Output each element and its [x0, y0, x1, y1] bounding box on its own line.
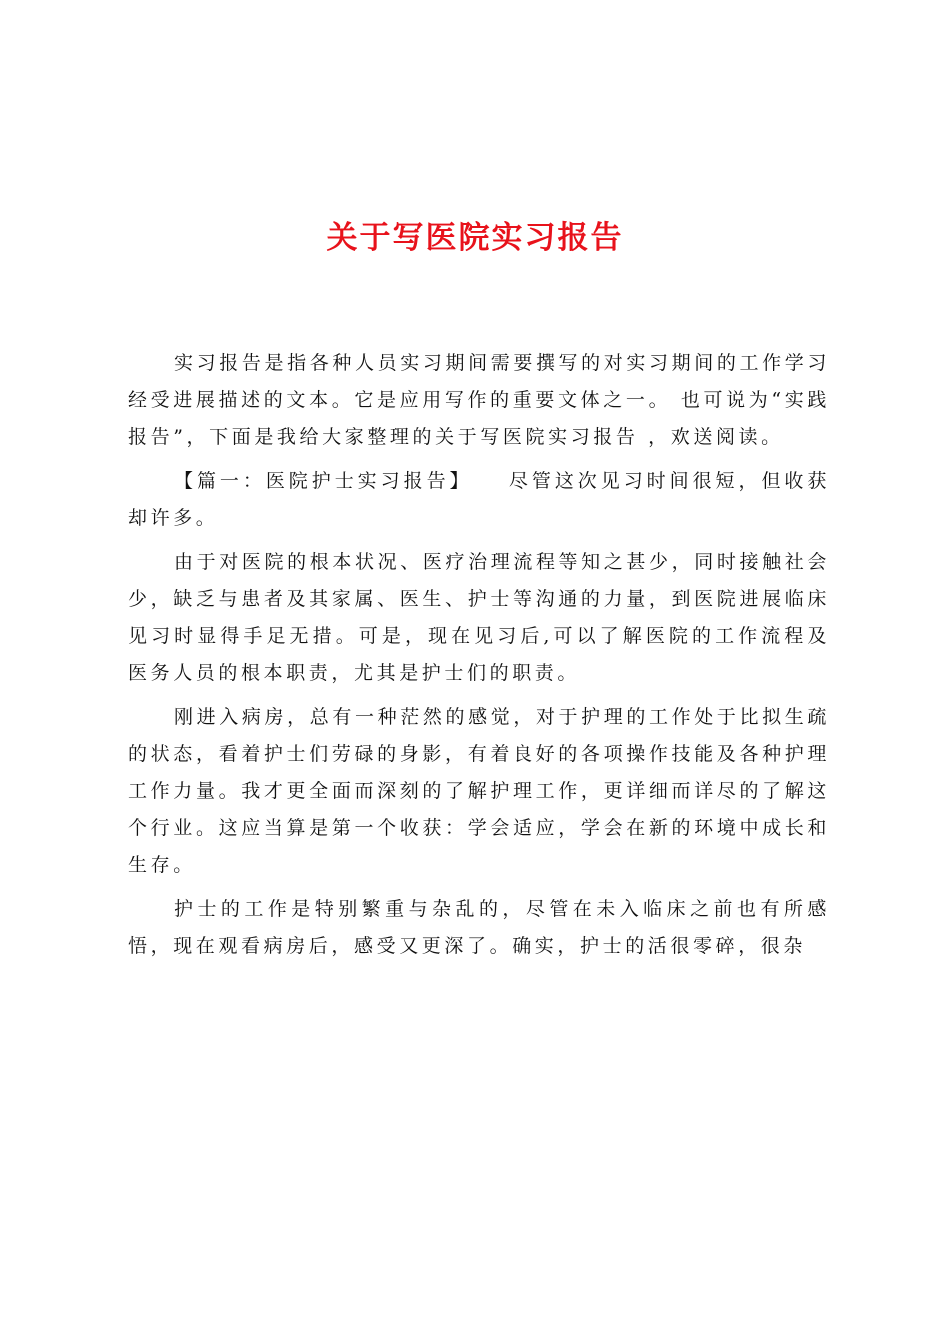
paragraph-nurse-work: 护士的工作是特别繁重与杂乱的，尽管在未入临床之前也有所感悟，现在观看病房后，感受又更深了。确实，护士的活很零碎，很杂: [128, 898, 830, 957]
paragraph-first-gain: 刚进入病房，总有一种茫然的感觉，对于护理的工作处于比拟生疏的状态，看着护士们劳碌的身影，有着良好的各项操作技能及各种护理工作力量。我才更全面而深刻的了解护理工作，更详细而详尽的了解这个行业。这应当算是第一个收获：学会适应，学会在新的环境中成长和生存。: [128, 706, 830, 876]
document-body: [128, 345, 830, 972]
document-title: 关于写医院实习报告: [326, 220, 624, 256]
paragraph-intro: 实习报告是指各种人员实习期间需要撰写的对实习期间的工作学习经受进展描述的文本。它是应用写作的重要文体之一。 也可说为“实践报告”，下面是我给大家整理的关于写医院实习报告 ，欢送阅读。: [128, 352, 830, 448]
paragraph-background: 由于对医院的根本状况、医疗治理流程等知之甚少，同时接触社会少，缺乏与患者及其家属、医生、护士等沟通的力量，到医院进展临床见习时显得手足无措。可是，现在见习后,可以了解医院的工作流程及医务人员的根本职责，尤其是护士们的职责。: [128, 551, 830, 684]
paragraph-section-heading: 【篇一：医院护士实习报告】 尽管这次见习时间很短，但收获却许多。: [128, 470, 830, 529]
